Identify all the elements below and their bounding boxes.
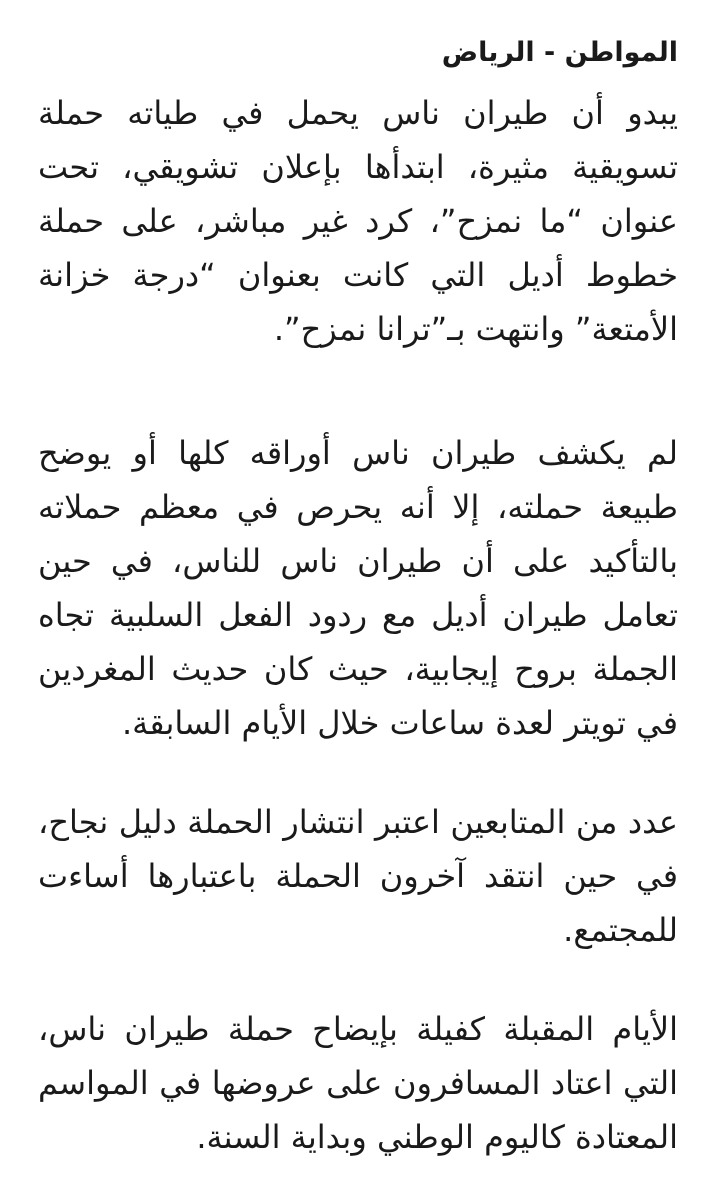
article-paragraph-4: الأيام المقبلة كفيلة بإيضاح حملة طيران ناس، التي اعتاد المسافرون على عروضها في المواسم المعتادة كاليوم الوطني وبداية السنة.	[38, 1010, 678, 1156]
article-paragraph-1: يبدو أن طيران ناس يحمل في طياته حملة تسويقية مثيرة، ابتدأها بإعلان تشويقي، تحت عنوان “ما نمزح”، كرد غير مباشر، على حملة خطوط أديل التي كانت بعنوان “درجة خزانة الأمتعة” وانتهت بـ”ترانا نمزح”.	[38, 94, 678, 348]
paragraph-spacer	[38, 750, 678, 795]
paragraph-spacer	[38, 356, 678, 426]
article-paragraph-2: لم يكشف طيران ناس أوراقه كلها أو يوضح طبيعة حملته، إلا أنه يحرص في معظم حملاته بالتأكيد على أن طيران ناس للناس، في حين تعامل طيران أديل مع ردود الفعل السلبية تجاه الجملة بروح إيجابية، حيث كان حديث المغردين في تويتر لعدة ساعات خلال الأيام السابقة.	[38, 434, 678, 742]
article-dateline: المواطن - الرياض	[441, 37, 678, 68]
paragraph-spacer	[38, 957, 678, 1002]
article-paragraph-3: عدد من المتابعين اعتبر انتشار الحملة دليل نجاح، في حين انتقد آخرون الحملة باعتبارها أساءت للمجتمع.	[38, 803, 678, 949]
